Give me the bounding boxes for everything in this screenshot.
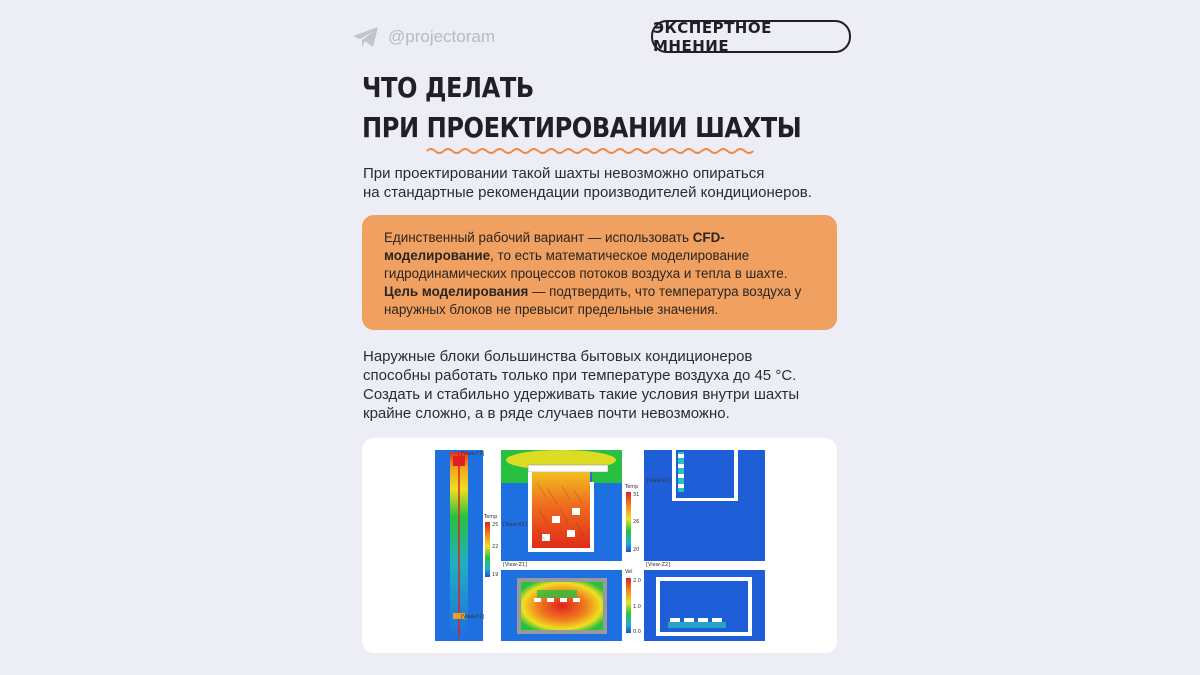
svg-text:1.0: 1.0 bbox=[633, 604, 641, 610]
svg-text:20: 20 bbox=[633, 547, 640, 553]
label-view-z2: [View-Z2] bbox=[646, 562, 671, 568]
label-view-y2: [View-Y2] bbox=[461, 614, 485, 620]
cfd-view-z2 bbox=[644, 562, 765, 641]
svg-text:0.0: 0.0 bbox=[633, 629, 641, 635]
intro-paragraph bbox=[363, 164, 853, 202]
label-view-x1: [View-X1] bbox=[503, 522, 527, 528]
callout-text-1: Единственный рабочий вариант — использовать bbox=[384, 230, 693, 245]
body-line-1: Наружные блоки большинства бытовых кондиционеров bbox=[363, 348, 753, 365]
cfd-view-x2 bbox=[644, 450, 765, 561]
wavy-underline-decoration bbox=[427, 147, 758, 155]
label-view-z1: [View-Z1] bbox=[503, 562, 528, 568]
svg-text:26: 26 bbox=[633, 519, 640, 525]
intro-line-2: на стандартные рекомендации производителей кондиционеров. bbox=[363, 184, 812, 201]
label-view-y3: [View-Y3] bbox=[461, 451, 485, 457]
title-line-2-prefix: ПРИ bbox=[362, 111, 427, 144]
color-scale-bottom bbox=[625, 569, 641, 635]
body-line-4: крайне сложно, а в ряде случаев почти невозможно. bbox=[363, 405, 730, 422]
color-scale-middle bbox=[624, 484, 639, 553]
channel-handle[interactable] bbox=[352, 26, 495, 48]
svg-text:25: 25 bbox=[492, 522, 499, 528]
callout-bold-cfd: CFD-моделирование bbox=[384, 230, 725, 263]
cfd-images-svg bbox=[362, 438, 837, 653]
svg-text:19: 19 bbox=[492, 572, 499, 578]
cfd-callout-box bbox=[362, 215, 837, 330]
title-line-2 bbox=[362, 108, 801, 148]
cfd-view-z1 bbox=[501, 562, 622, 641]
svg-text:Temp: Temp bbox=[625, 484, 639, 490]
color-scale-left bbox=[483, 514, 498, 578]
page-title bbox=[362, 68, 801, 148]
svg-text:22: 22 bbox=[492, 544, 499, 550]
title-underlined-phrase bbox=[427, 108, 802, 148]
telegram-icon bbox=[352, 26, 380, 48]
svg-text:31: 31 bbox=[633, 492, 640, 498]
expert-opinion-badge: ЭКСПЕРТНОЕ МНЕНИЕ bbox=[651, 20, 851, 53]
svg-text:Vel: Vel bbox=[625, 569, 633, 575]
body-line-3: Создать и стабильно удерживать такие условия внутри шахты bbox=[363, 386, 800, 403]
svg-text:Temp: Temp bbox=[484, 514, 498, 520]
intro-line-1: При проектировании такой шахты невозможно опираться bbox=[363, 165, 765, 182]
label-view-x2: [View-X2] bbox=[647, 478, 671, 484]
svg-text:2.0: 2.0 bbox=[633, 578, 641, 584]
handle-text: @projectoram bbox=[388, 27, 496, 46]
body-paragraph bbox=[363, 347, 833, 423]
cfd-view-vertical-strip bbox=[435, 450, 484, 641]
callout-text-3: — подтвердить, что температура воздуха у наружных блоков не превысит предельные значения. bbox=[384, 284, 802, 317]
cfd-simulation-figure bbox=[362, 438, 837, 653]
title-line-1: ЧТО ДЕЛАТЬ bbox=[362, 71, 534, 104]
body-line-2: способны работать только при температуре воздуха до 45 °C. bbox=[363, 367, 797, 384]
callout-text-2: , то есть математическое моделирование гидродинамических процессов потоков воздуха и тепла в шахте. bbox=[384, 248, 788, 281]
title-underlined-text: ПРОЕКТИРОВАНИИ ШАХТЫ bbox=[426, 111, 802, 144]
callout-bold-goal: Цель моделирования bbox=[384, 284, 529, 299]
cfd-view-x1 bbox=[501, 450, 622, 561]
